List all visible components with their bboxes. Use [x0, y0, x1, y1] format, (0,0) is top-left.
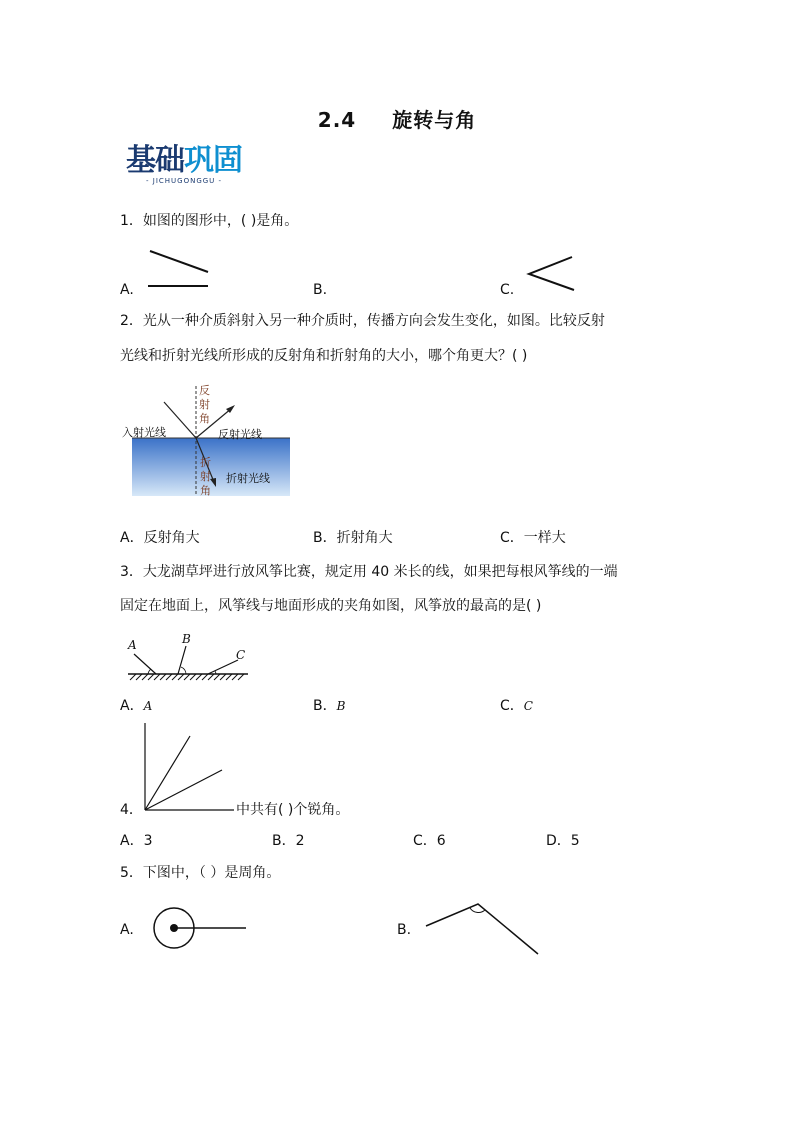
title-number: 2.4 — [317, 108, 357, 132]
q3-option-a[interactable]: A．A — [120, 698, 153, 714]
q4-stem: 中共有( )个锐角。 — [236, 802, 350, 818]
q1-stem: 1．如图的图形中，( )是角。 — [120, 213, 299, 229]
q1-figure-c — [522, 254, 582, 294]
q3-stem-line1: 3．大龙湖草坪进行放风筝比赛，规定用 40 米长的线，如果把每根风筝线的一端 — [120, 564, 618, 580]
q3-option-c-val: C — [523, 699, 533, 713]
q2-option-c[interactable]: C．一样大 — [500, 530, 566, 546]
label-incident-ray: 入射光线 — [122, 426, 166, 439]
badge-sub: - JICHUGONGGU - — [146, 177, 223, 185]
badge-main-b: 巩固 — [184, 143, 242, 178]
q4-option-c[interactable]: C．6 — [413, 833, 446, 849]
section-badge — [126, 145, 266, 191]
q2-option-b[interactable]: B．折射角大 — [313, 530, 393, 546]
q3-option-b-val: B — [336, 699, 346, 713]
label-refracted-ray: 折射光线 — [226, 472, 270, 485]
q3-stem-line2: 固定在地面上，风筝线与地面形成的夹角如图，风筝放的最高的是( ) — [120, 598, 542, 614]
q5-option-a[interactable]: A. — [120, 922, 134, 938]
q4-option-a[interactable]: A．3 — [120, 833, 153, 849]
q1-option-c[interactable]: C. — [500, 282, 515, 298]
q2-stem-line2: 光线和折射光线所形成的反射角和折射角的大小，哪个角更大？( ) — [120, 348, 528, 364]
q2-stem-line1: 2．光从一种介质斜射入另一种介质时，传播方向会发生变化，如图。比较反射 — [120, 313, 605, 329]
label-reflected-ray: 反射光线 — [218, 428, 262, 441]
title-text: 旋转与角 — [392, 108, 477, 132]
q3-option-a-val: A — [143, 699, 153, 713]
q3-option-b[interactable]: B．B — [313, 698, 346, 714]
page-title — [0, 104, 794, 133]
kite-label-b: B — [182, 632, 191, 646]
q5-stem: 5．下图中，（ ）是周角。 — [120, 865, 281, 881]
q5-option-b[interactable]: B. — [397, 922, 412, 938]
q4-number: 4． — [120, 802, 143, 818]
q5-figure-b — [422, 898, 542, 958]
q4-option-b[interactable]: B．2 — [272, 833, 305, 849]
q2-option-a[interactable]: A．反射角大 — [120, 530, 200, 546]
q3-figure — [118, 630, 253, 682]
label-refract-angle: 折 射 角 — [200, 456, 211, 497]
q1-option-b[interactable]: B. — [313, 282, 328, 298]
q1-option-a[interactable]: A. — [120, 282, 134, 298]
kite-label-a: A — [128, 638, 137, 652]
label-reflect-angle: 反 射 角 — [199, 384, 210, 425]
q4-option-d[interactable]: D．5 — [546, 833, 580, 849]
badge-main-a: 基础 — [126, 143, 184, 178]
q4-angle-figure — [144, 722, 236, 814]
q2-figure — [120, 382, 295, 500]
q3-option-c[interactable]: C．C — [500, 698, 533, 714]
q1-figure-a — [144, 246, 214, 292]
q5-figure-a — [150, 904, 250, 954]
kite-label-c: C — [236, 648, 246, 662]
